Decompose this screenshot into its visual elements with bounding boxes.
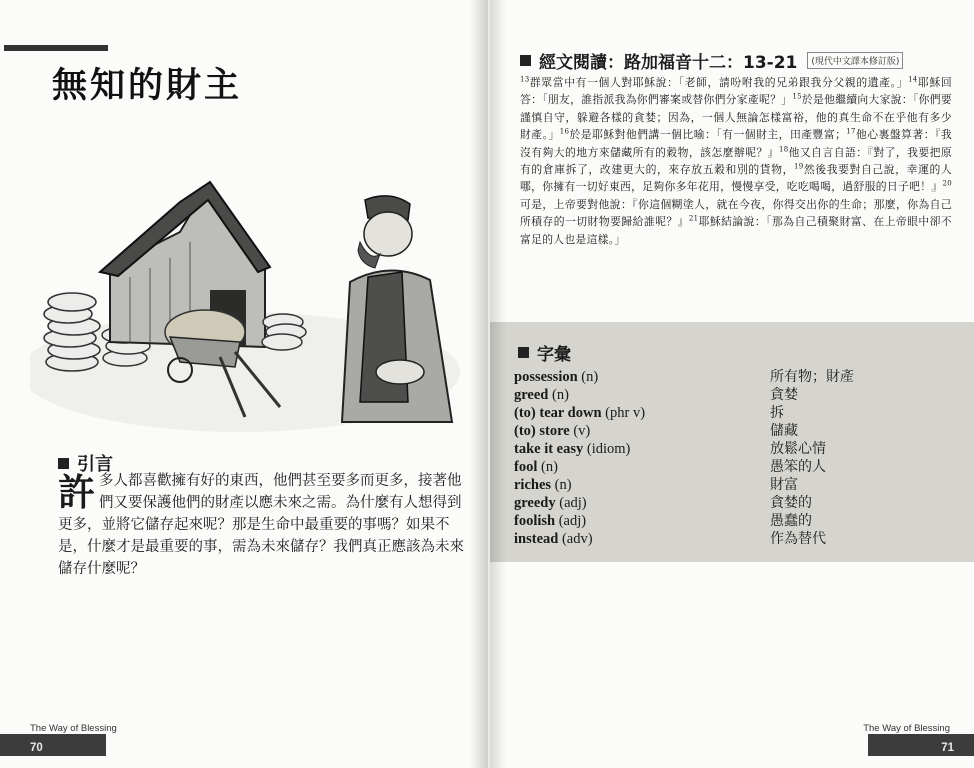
vocab-item xyxy=(514,440,944,458)
vocab-part-of-speech: (phr v) xyxy=(605,405,646,421)
vocab-item xyxy=(514,494,944,512)
rich-man-barn-illustration xyxy=(30,172,468,442)
intro-paragraph xyxy=(58,470,470,580)
verse-number: 14 xyxy=(908,75,918,84)
square-bullet-icon xyxy=(520,55,531,66)
footer-bar-left xyxy=(0,734,106,756)
vocabulary-heading-text: 字彙 xyxy=(537,345,571,365)
verse-number: 18 xyxy=(778,145,789,154)
grain-sacks-right xyxy=(262,314,306,350)
vocab-word: (to) tear down xyxy=(514,405,602,421)
verse-number: 15 xyxy=(792,92,802,101)
verse-number: 16 xyxy=(559,127,570,136)
vocab-english xyxy=(514,458,770,476)
vocab-word: greed xyxy=(514,387,549,403)
verse-text: 可是，上帝要對他說：『你這個糊塗人，就在今夜，你得交出你的生命；那麼，你為自己所積存的一切財物要歸給誰呢？』 xyxy=(520,197,952,229)
vocab-chinese: 貪婪的 xyxy=(770,495,812,511)
page-title: 無知的財主 xyxy=(52,65,243,106)
vocab-part-of-speech: (n) xyxy=(554,477,572,493)
right-page xyxy=(490,0,974,768)
square-bullet-icon xyxy=(518,347,529,358)
vocab-word: instead xyxy=(514,531,559,547)
verse-text: 於是他繼續向大家說：「你們要謹慎自守，躲避各樣的貪婪；因為，一個人無論怎樣富裕，他的真生命不在乎他有多少財產。」 xyxy=(520,93,952,142)
vocab-chinese: 作為替代 xyxy=(770,531,826,547)
vocab-item xyxy=(514,476,944,494)
vocab-item xyxy=(514,422,944,440)
verse-text: 於是耶穌對他們講一個比喻：「有一個財主，田產豐富； xyxy=(569,128,847,142)
vocab-part-of-speech: (adj) xyxy=(559,495,587,511)
verse-number: 21 xyxy=(688,214,699,223)
vocab-word: take it easy xyxy=(514,441,584,457)
vocab-part-of-speech: (idiom) xyxy=(586,441,631,457)
vocab-english xyxy=(514,476,770,494)
vocab-part-of-speech: (n) xyxy=(540,459,558,475)
vocab-item xyxy=(514,368,944,386)
vocab-english xyxy=(514,386,770,404)
scripture-heading xyxy=(520,48,903,73)
verse-number: 19 xyxy=(794,162,804,171)
binding-shadow-left xyxy=(470,0,488,768)
vocab-part-of-speech: (adj) xyxy=(558,513,587,529)
binding-shadow-right xyxy=(490,0,506,768)
vocabulary-heading xyxy=(518,340,571,365)
vocab-english xyxy=(514,530,770,548)
verse-text: 他又自言自語：『對了，我要把原有的倉庫拆了，改建更大的，來存放五穀和別的貨物， xyxy=(520,145,952,177)
vocab-word: riches xyxy=(514,477,552,493)
footer-book-title-right: The Way of Blessing xyxy=(863,723,950,734)
vocabulary-list xyxy=(514,368,944,548)
verse-number: 17 xyxy=(846,127,856,136)
vocab-english xyxy=(514,494,770,512)
vocab-word: greedy xyxy=(514,495,556,511)
vocab-item xyxy=(514,386,944,404)
vocab-english xyxy=(514,422,770,440)
vocab-item xyxy=(514,512,944,530)
vocab-english xyxy=(514,512,770,530)
verse-text: 然後我要對自己說，幸運的人哪，你擁有一切好東西，足夠你多年花用，慢慢享受，吃吃喝喝，過舒服的日子吧！』 xyxy=(520,163,952,194)
vocab-word: foolish xyxy=(514,513,556,529)
vocab-part-of-speech: (adv) xyxy=(561,531,593,547)
vocab-word: possession xyxy=(514,369,578,385)
verse-number: 20 xyxy=(942,179,952,188)
page-number-left: 70 xyxy=(30,742,43,754)
vocab-item xyxy=(514,458,944,476)
page-number-right: 71 xyxy=(941,742,954,754)
vocab-part-of-speech: (n) xyxy=(552,387,569,403)
vocab-chinese: 所有物；財產 xyxy=(770,369,854,385)
scripture-heading-text: 經文閱讀：路加福音十二：13-21 xyxy=(539,53,798,73)
vocab-chinese: 愚笨的人 xyxy=(770,459,826,475)
title-rule xyxy=(4,45,108,51)
vocab-word: (to) store xyxy=(514,423,570,439)
verse-text: 耶穌回答：「朋友，誰指派我為你們審案或替你們分家產呢？」 xyxy=(520,76,952,107)
intro-dropcap: 許 xyxy=(58,470,95,514)
footer-book-title-left: The Way of Blessing xyxy=(30,723,117,734)
verse-text: 耶穌結論說：「那為自己積聚財富、在上帝眼中卻不富足的人也是這樣。」 xyxy=(520,215,953,246)
rich-man-figure xyxy=(342,196,452,422)
footer-bar-right xyxy=(868,734,974,756)
scripture-version: (現代中文譯本修訂版) xyxy=(807,52,903,69)
vocab-word: fool xyxy=(514,459,538,475)
vocab-english xyxy=(514,368,770,386)
vocab-chinese: 儲藏 xyxy=(770,423,798,439)
vocab-chinese: 貪婪 xyxy=(770,387,798,403)
vocab-item xyxy=(514,530,944,548)
intro-heading-text: 引言 xyxy=(77,454,113,475)
verse-text: 群眾當中有一個人對耶穌說：「老師，請吩咐我的兄弟跟我分父親的遺產。」 xyxy=(529,76,909,89)
intro-text: 多人都喜歡擁有好的東西，他們甚至要多而更多，接著他們又要保護他們的財產以應未來之需。為什麼有人想得到更多，並將它儲存起來呢？那是生命中最重要的事嗎？如果不是，什麼才是最重要的事，需為未來儲存？我們真正應該為未來儲存什麼呢？ xyxy=(58,473,464,577)
vocab-english xyxy=(514,440,770,458)
vocab-chinese: 拆 xyxy=(770,405,784,421)
vocab-item xyxy=(514,404,944,422)
vocab-part-of-speech: (n) xyxy=(581,369,599,385)
scripture-passage xyxy=(520,74,952,248)
vocab-chinese: 財富 xyxy=(770,477,798,493)
square-bullet-icon xyxy=(58,458,69,469)
vocab-part-of-speech: (v) xyxy=(573,423,591,439)
vocab-chinese: 愚蠢的 xyxy=(770,513,812,529)
vocab-english xyxy=(514,404,770,422)
verse-number: 13 xyxy=(520,75,530,84)
vocab-chinese: 放鬆心情 xyxy=(770,441,826,457)
verse-text: 他心裏盤算著：『我沒有夠大的地方來儲藏所有的穀物，該怎麼辦呢？』 xyxy=(520,128,952,159)
